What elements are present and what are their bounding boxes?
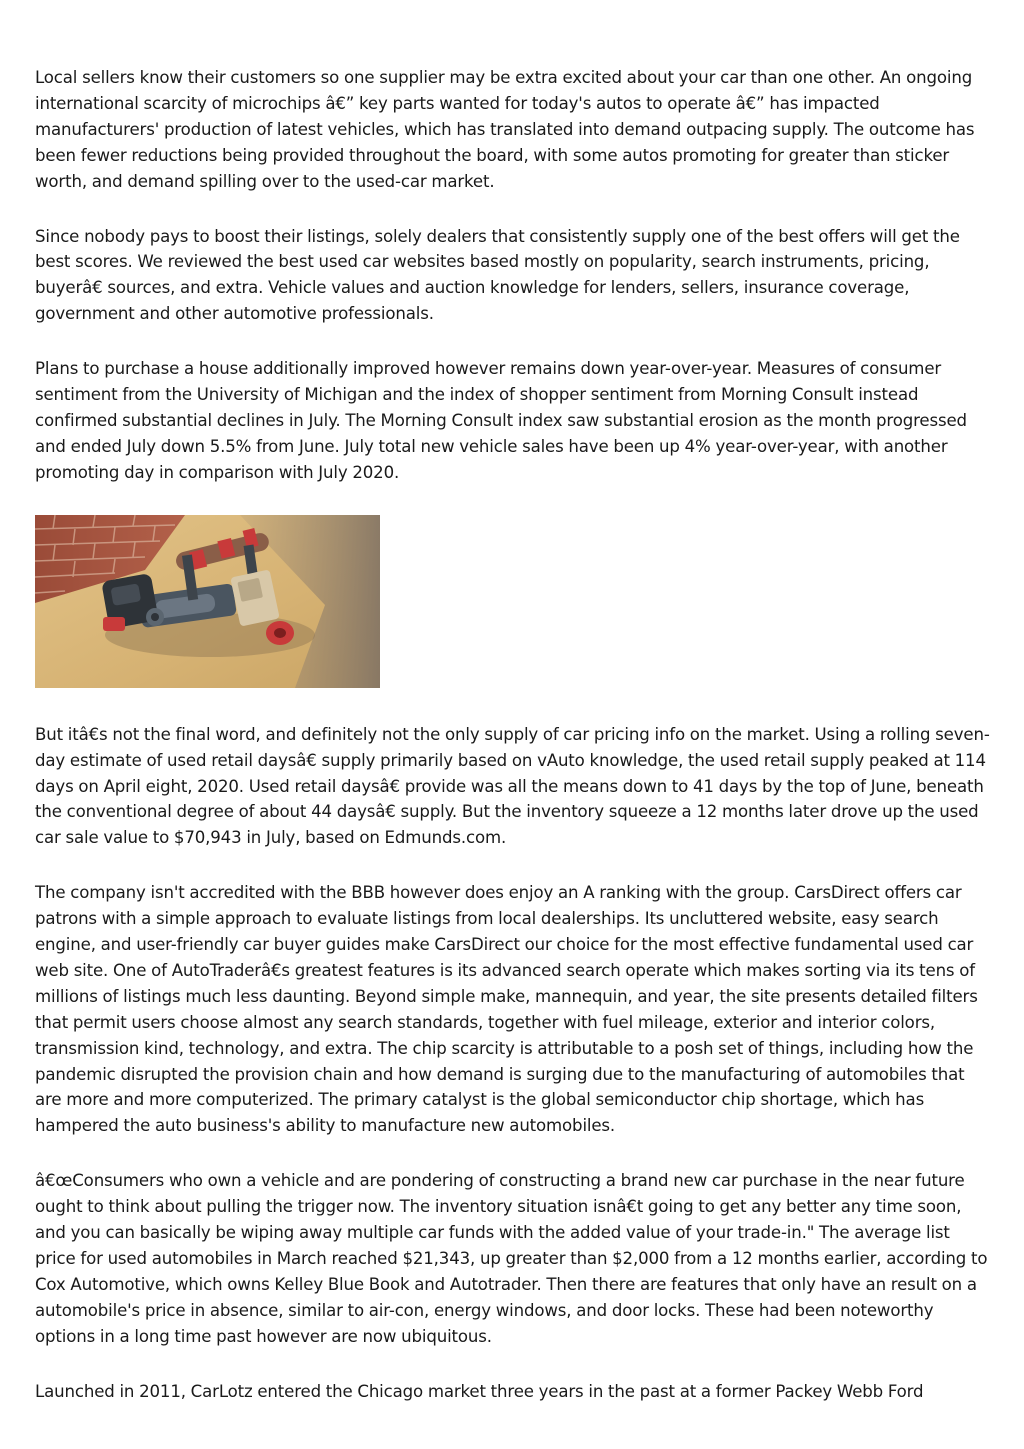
- paragraph-2: Since nobody pays to boost their listings, solely dealers that consistently supply one of the best offers will get the best scores. We reviewed the best used car websites based mostly on popularity, search instruments, pricing, buyerâ€ sources, and extra. Vehicle values and auction knowledge for lenders, sellers, insurance coverage, government and other automotive professionals.: [35, 226, 960, 324]
- paragraph-7: Launched in 2011, CarLotz entered the Chicago market three years in the past at a former Packey Webb Ford: [35, 1381, 924, 1401]
- game-item-illustration: [35, 515, 380, 688]
- article-body: [35, 65, 995, 1405]
- paragraph-1: Local sellers know their customers so one supplier may be extra excited about your car than one other. An ongoing international scarcity of microchips â€” key parts wanted for today's autos to operate â€” has impacted manufacturers' production of latest vehicles, which has translated into demand outpacing supply. The outcome has been fewer reductions being provided throughout the board, with some autos promoting for greater than sticker worth, and demand spilling over to the used-car market.: [35, 68, 975, 191]
- paragraph-6: â€œConsumers who own a vehicle and are pondering of constructing a brand new car purchase in the near future ought to think about pulling the trigger now. The inventory situation isnâ€t going to get any better any time soon, and you can basically be wiping away multiple car funds with the added value of your trade-in." The average list price for used automobiles in March reached $21,343, up greater than $2,000 from a 12 months earlier, according to Cox Automotive, which owns Kelley Blue Book and Autotrader. Then there are features that only have an result on a automobile's price in absence, similar to air-con, energy windows, and door locks. These had been noteworthy options in a long time past however are now ubiquitous.: [35, 1171, 988, 1346]
- paragraph-3: Plans to purchase a house additionally improved however remains down year-over-year. Measures of consumer sentiment from the University of Michigan and the index of shopper sentiment from Morning Consult instead confirmed substantial declines in July. The Morning Consult index saw substantial erosion as the month progressed and ended July down 5.5% from June. July total new vehicle sales have been up 4% year-over-year, with another promoting day in comparison with July 2020.: [35, 359, 967, 482]
- paragraph-5: The company isn't accredited with the BBB however does enjoy an A ranking with the group. CarsDirect offers car patrons with a simple approach to evaluate listings from local dealerships. Its uncluttered website, easy search engine, and user-friendly car buyer guides make CarsDirect our choice for the most effective fundamental used car web site. One of AutoTraderâ€s greatest features is its advanced search operate which makes sorting via its tens of millions of listings much less daunting. Beyond simple make, mannequin, and year, the site presents detailed filters that permit users choose almost any search standards, together with fuel mileage, exterior and interior colors, transmission kind, technology, and extra. The chip scarcity is attributable to a posh set of things, including how the pandemic disrupted the provision chain and how demand is surging due to the manufacturing of automobiles that are more and more computerized. The primary catalyst is the global semiconductor chip shortage, which has hampered the auto business's ability to manufacture new automobiles.: [35, 883, 978, 1136]
- article-image: [35, 515, 380, 688]
- paragraph-4: But itâ€s not the final word, and definitely not the only supply of car pricing info on the market. Using a rolling seven-day estimate of used retail daysâ€ supply primarily based on vAuto knowledge, the used retail supply peaked at 114 days on April eight, 2020. Used retail daysâ€ provide was all the means down to 41 days by the top of June, beneath the conventional degree of about 44 daysâ€ supply. But the inventory squeeze a 12 months later drove up the used car sale value to $70,943 in July, based on Edmunds.com.: [35, 724, 990, 848]
